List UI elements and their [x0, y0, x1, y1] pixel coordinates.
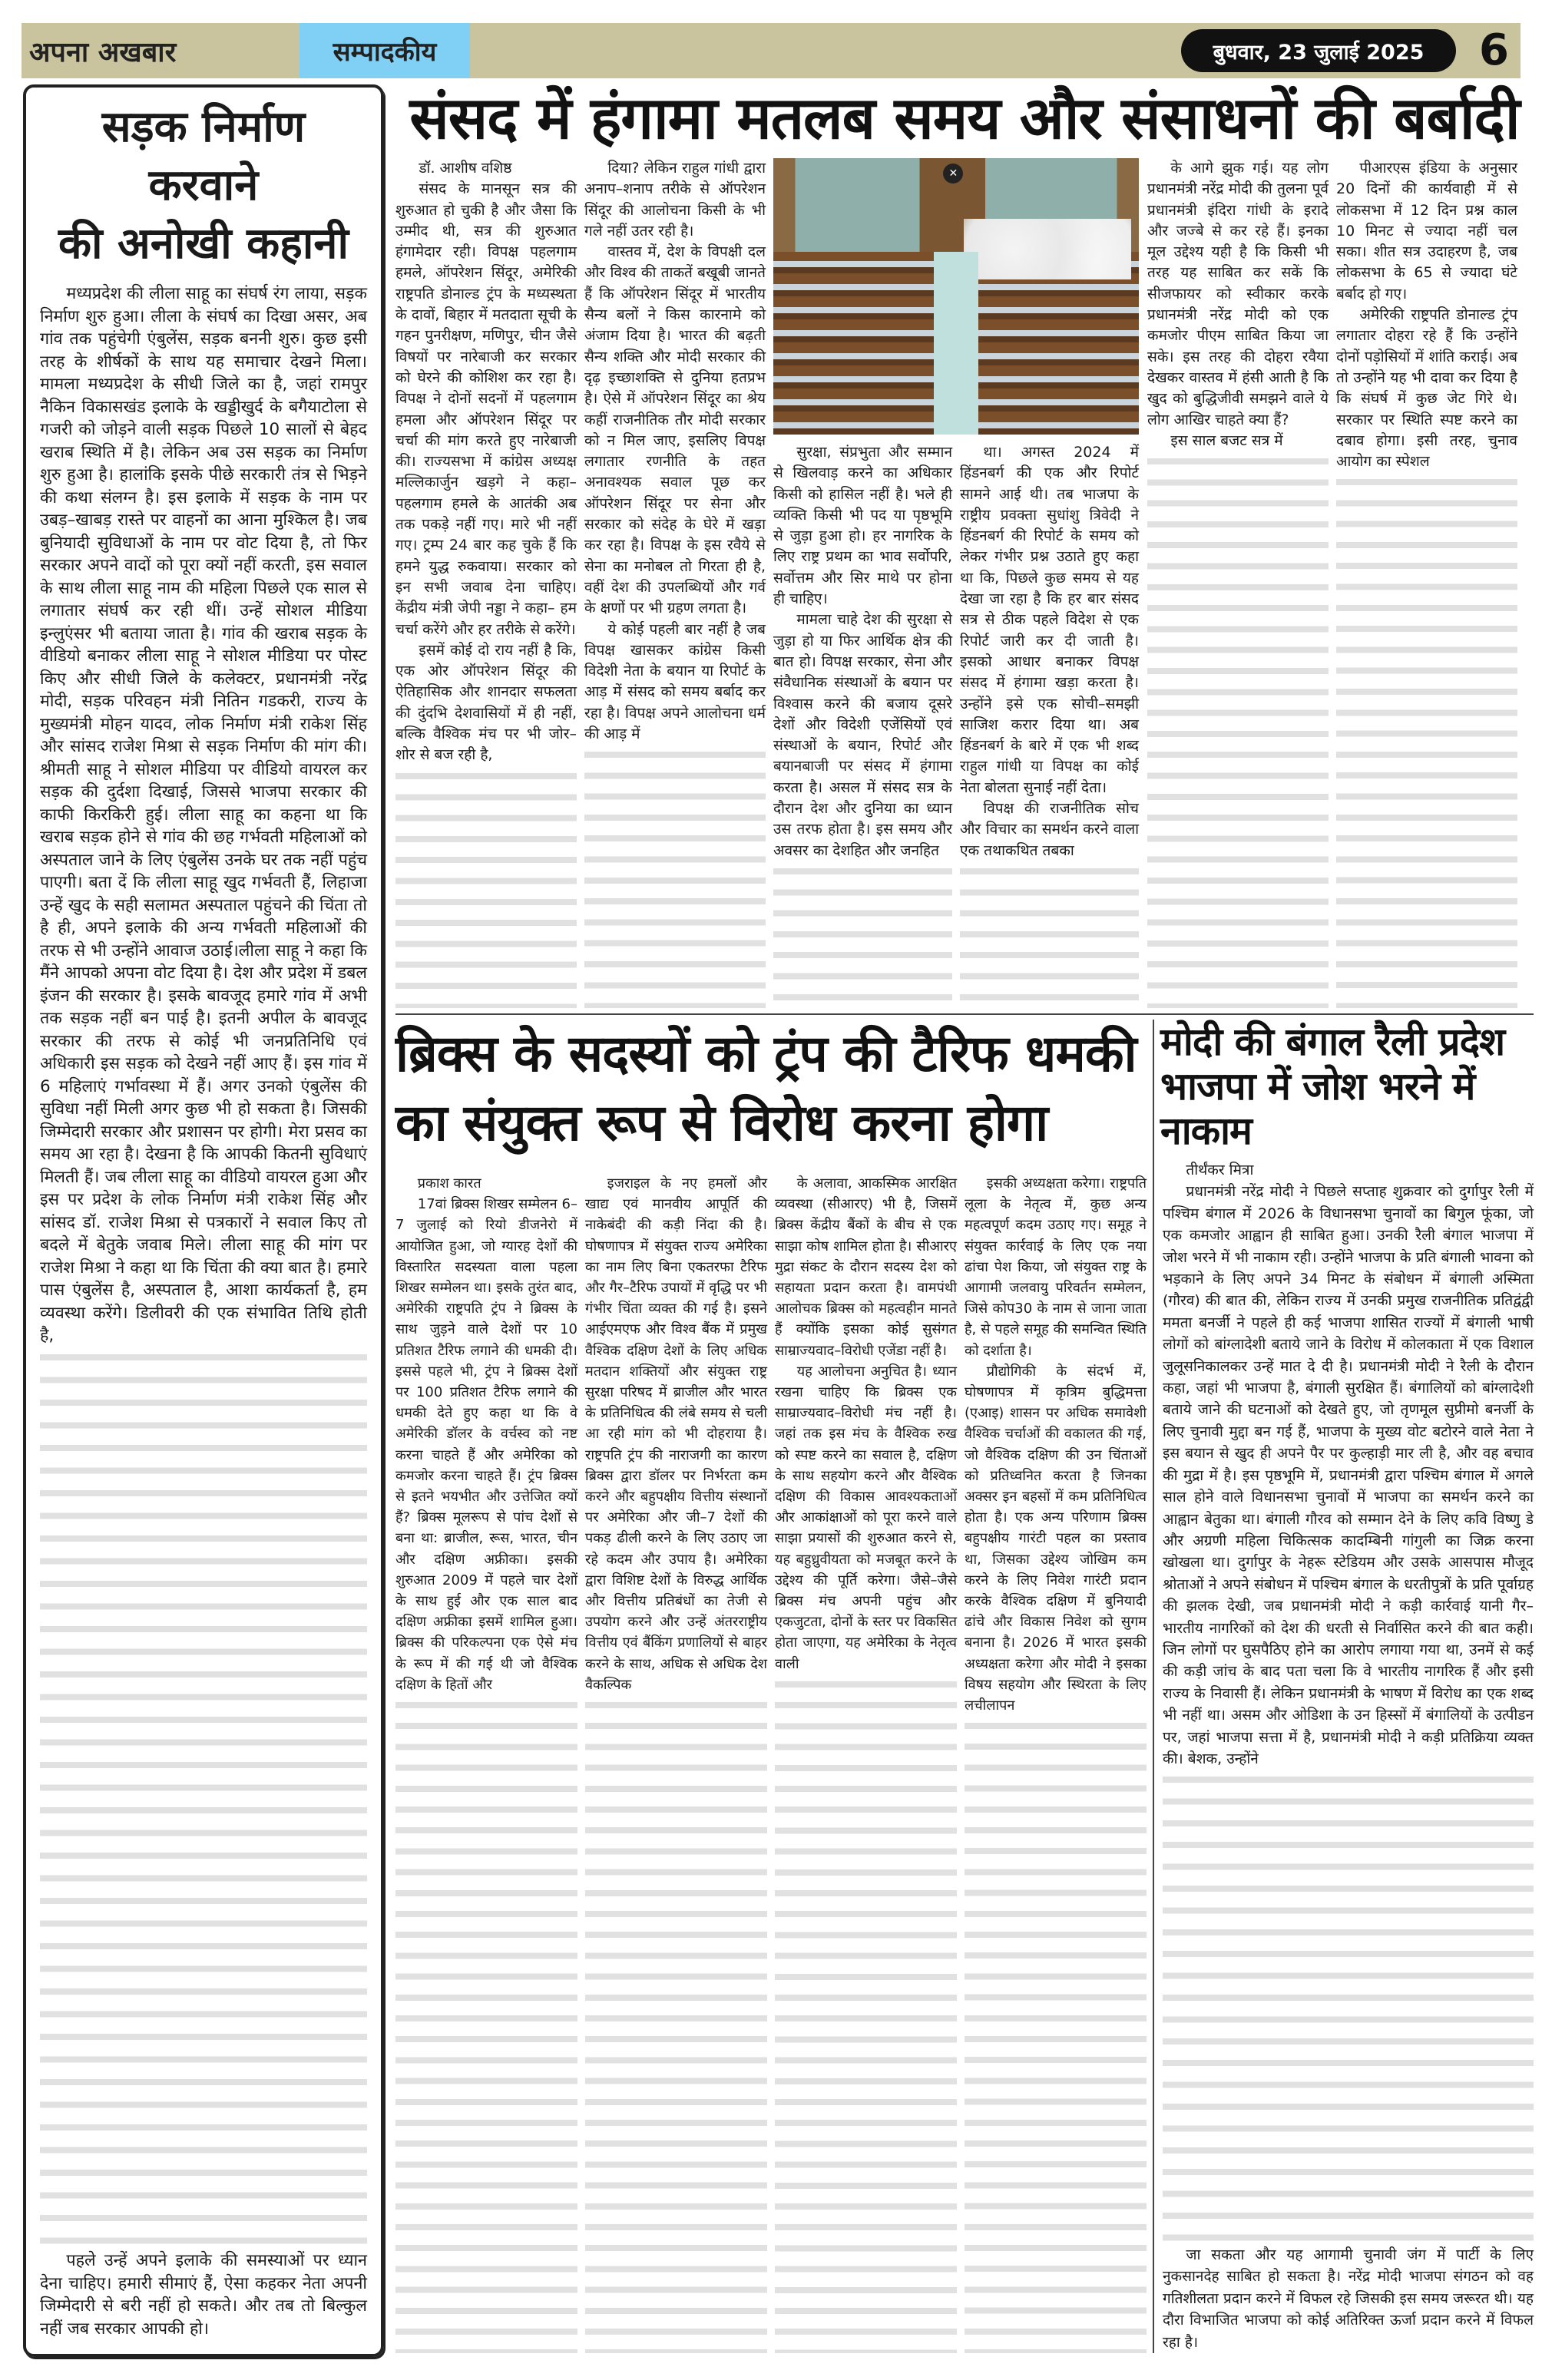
photo-protesting-members: [964, 219, 1132, 279]
continued-text-lines: [1147, 451, 1329, 1008]
newspaper-name: अपना अखबार: [29, 37, 177, 68]
article-paragraph: 17वां ब्रिक्स शिखर सम्मेलन 6–7 जुलाई को रियो डीजनेरो में आयोजित हुआ, जो ग्यारह देशों की विस्तारित सदस्यता वाला पहला शिखर सम्मेलन था। इसके तुरंत बाद, अमेरिकी राष्ट्रपति ट्रंप ने ब्रिक्स के साथ जुड़ने वाले देशों पर 10 प्रतिशत टैरिफ लगाने की धमकी दी। इससे पहले भी, ट्रंप ने ब्रिक्स देशों पर 100 प्रतिशत टैरिफ लगाने की धमकी देते हुए कहा था कि वे अमेरिकी डॉलर के वर्चस्व को नष्ट करना चाहते हैं और अमेरिका को कमजोर करना चाहते हैं। ट्रंप ब्रिक्स से इतने भयभीत और उत्तेजित क्यों हैं? ब्रिक्स मूलरूप से पांच देशों से बना था: ब्राजील, रूस, भारत, चीन और दक्षिण अफ्रीका। इसकी शुरुआत 2009 में पहले चार देशों के साथ हुई और एक साल बाद दक्षिण अफ्रीका इसमें शामिल हुआ। ब्रिक्स की परिकल्पना एक ऐसे मंच के रूप में की गई थी जो वैश्विक दक्षिण के हितों और: [395, 1196, 577, 1693]
byline: प्रकाश कारत: [417, 1175, 481, 1192]
lower-section: [395, 1020, 1534, 2353]
main-article-column: [1336, 158, 1517, 1008]
left-article-box: [23, 84, 384, 2357]
article-paragraph: इसमें कोई दो राय नहीं है कि, एक ओर ऑपरेशन सिंदूर की ऐतिहासिक और शानदार सफलता की दुंदभि देशवासियों में ही नहीं, बल्कि वैश्विक मंच पर भी जोर–शोर से बज रही है,: [395, 641, 577, 764]
main-article-column: [773, 442, 952, 1008]
article-paragraph: के आगे झुक गई। यह लोग प्रधानमंत्री नरेंद्र मोदी की तुलना पूर्व प्रधानमंत्री इंदिरा गांधी के इरादे और जज्बे से कर रहे हैं। इनका मूल उद्देश्य यही है कि किसी भी तरह यह साबित कर सकें कि सीजफायर को स्वीकार करके प्रधानमंत्री नरेंद्र मोदी को एक कमजोर पीएम साबित किया जा सके। इस तरह की दोहरा रवैया देखकर वास्तव में हंसी आती है कि खुद को बुद्धिजीवी समझने वाले ये लोग आखिर चाहते क्या हैं?: [1147, 160, 1329, 428]
article-paragraph: प्रधानमंत्री नरेंद्र मोदी ने पिछले सप्ताह शुक्रवार को दुर्गापुर रैली में पश्चिम बंगाल में 2026 के विधानसभा चुनावों का बिगुल फूंका, जो एक कमजोर आह्वान ही साबित हुआ। उनकी रैली बंगाल भाजपा में जोश भरने में भी नाकाम रही। उन्होंने भाजपा के प्रति बंगाली भावना को भड़काने के लिए अपने 34 मिनट के संबोधन में बंगाली अस्मिता (गौरव) की बात की, लेकिन राज्य में उनकी प्रमुख राजनीतिक प्रतिद्वंद्वी ममता बनर्जी ने पहले ही कई भाजपा शासित राज्यों में बंगाली भाषी लोगों को बांग्लादेशी बताये जाने के विरोध में कोलकाता में एक विशाल जुलूसनिकालकर उन्हें मात दे दी है। प्रधानमंत्री मोदी ने रैली के दौरान कहा, जहां भी भाजपा है, बंगाली सुरक्षित हैं। बंगालियों को बांग्लादेशी बताये जाने की घटनाओं को देखते हुए, जो तृणमूल सुप्रीमो बनर्जी के लिए चुनावी मुद्दा बन गई हैं, भाजपा के मुख्य वोट बटोरने वाले नेता ने इस बयान से खुद ही अपने पैर पर कुल्हाड़ी मार ली है, और वह बचाव की मुद्रा में है। इस पृष्ठभूमि में, प्रधानमंत्री द्वारा पश्चिम बंगाल में अगले साल होने वाले विधानसभा चुनावों में भाजपा का समर्थन करने का आह्वान बेतुका था। बंगाली गौरव को सम्मान देने के लिए कवि विष्णु डे और अग्रणी महिला चिकित्सक कादम्बिनी गांगुली का जिक्र करना खोखला था। दुर्गापुर के नेहरू स्टेडियम और उसके आसपास मौजूद श्रोताओं ने अपने संबोधन में पश्चिम बंगाल के धरतीपुत्रों के प्रति पूर्वाग्रह की झलक देखी, जब प्रधानमंत्री मोदी ने कड़ी कार्रवाई यानी गैर–भारतीय नागरिकों को देश की धरती से निर्वासित करने की बात कही। जिन लोगों पर घुसपैठिए होने का आरोप लगाया गया था, उनमें से कई की कड़ी जांच के बाद पता चला कि वे भारतीय नागरिक हैं और इसी राज्य के निवासी हैं। लेकिन प्रधानमंत्री के भाषण में विरोध का एक शब्द भी नहीं था। असम और ओडिशा के उन हिस्सों में बंगालियों के उत्पीडन पर, जहां भाजपा सत्ता में है, प्रधानमंत्री मोदी ने कड़ी प्रतिक्रिया व्यक्त की। बेशक, उन्होंने: [1163, 1183, 1534, 1767]
brics-headline: [395, 1020, 1147, 1158]
article-paragraph: प्रौद्योगिकी के संदर्भ में, घोषणापत्र में कृत्रिम बुद्धिमत्ता (एआइ) शासन पर अधिक समावेशी वैश्विक चर्चाओं की वकालत की गई, जो वैश्विक दक्षिण की उन चिंताओं को प्रतिध्वनित करता है जिनका अक्सर इन बहसों में कम प्रतिनिधित्व होता है। एक अन्य परिणाम ब्रिक्स बहुपक्षीय गारंटी पहल का प्रस्ताव था, जिसका उद्देश्य जोखिम कम करने के लिए निवेश गारंटी प्रदान करके वैश्विक दक्षिण में बुनियादी ढांचे और विकास निवेश को सुगम बनाना है। 2026 में भारत इसकी अध्यक्षता करेगा और मोदी ने इसका विषय सहयोग और स्थिरता के लिए लचीलापन: [965, 1363, 1147, 1714]
article-paragraph: दिया? लेकिन राहुल गांधी द्वारा अनाप–शनाप तरीके से ऑपरेशन सिंदूर की आलोचना किसी के भी गले नहीं उतर रही है।: [584, 160, 766, 240]
article-ending: [1163, 2244, 1534, 2353]
article-paragraph: इस साल बजट सत्र में: [1170, 431, 1283, 449]
continued-text-lines: [395, 1695, 577, 2353]
article-paragraph: मध्यप्रदेश की लीला साहू का संघर्ष रंग लाया, सड़क निर्माण शुरु हुआ। लीला के संघर्ष का दिखा असर, अब गांव तक पहुंचेगी एंबुलेंस, सड़क बननी शुरु। कुछ इसी तरह के शीर्षकों के साथ यह समाचार देखने मिला। मामला मध्यप्रदेश के सीधी जिले का है, जहां रामपुर नैकिन विकासखंड इलाके के खड्डीखुर्द के बगैयाटोला से गजरी को जोड़ने वाली सड़क पिछले 10 सालों से बेहद खराब स्थिति में है। लेकिन अब उस सड़क का निर्माण शुरु हुआ है। हालांकि इसके पीछे सरकारी तंत्र से भिड़ने की कथा संलग्न है। इस इलाके में सड़क के नाम पर उबड़–खाबड़ रास्ते पर वाहनों का आना मुश्किल है। जब बुनियादी सुविधाओं के नाम पर वोट दिया है, तो फिर सरकार अपने वादों को पूरा क्यों नहीं करती, इस सवाल के साथ लीला साहू नाम की महिला पिछले एक साल से लगातार संघर्ष कर रही थीं। उन्हें सोशल मीडिया इन्लुएंसर भी बताया जाता है। गांव की खराब सड़क के वीडियो बनाकर लीला साहू ने सोशल मीडिया पर पोस्ट किए और सीधी जिले के कलेक्टर, प्रधानमंत्री नरेंद्र मोदी, सड़क परिवहन मंत्री नितिन गडकरी, राज्य के मुख्यमंत्री मोहन यादव, लोक निर्माण मंत्री राकेश सिंह और सांसद राजेश मिश्रा से सड़क निर्माण की मांग की। श्रीमती साहू ने सोशल मीडिया पर वीडियो वायरल कर सड़क की दुर्दशा दिखाई, जिससे भाजपा सरकार की काफी किरकिरी हुई। लीला साहू का कहना था कि खराब सड़क होने से गांव की छह गर्भवती महिलाओं को अस्पताल जाने के लिए एंबुलेंस उनके घर तक नहीं पहुंच पाएगी। बता दें कि लीला साहू खुद गर्भवती हैं, लिहाजा उन्हें खुद के सही सलामत अस्पताल पहुंचने की चिंता तो है ही, अपने इलाके की अन्य गर्भवती महिलाओं की तरफ से भी उन्होंने आवाज उठाई।लीला साहू ने कहा कि मैंने आपको अपना वोट दिया है। देश और प्रदेश में डबल इंजन की सरकार है। इसके बावजूद हमारे गांव में अभी तक सड़क नहीं बन पाई है। इतनी अपील के बावजूद सरकार की तरफ से कोई भी जनप्रतिनिधि एवं अधिकारी इस सड़क को देखने नहीं आए हैं। इस गांव में 6 महिलाएं गर्भावस्था में हैं। अगर उनको एंबुलेंस की सुविधा नहीं मिली अगर कुछ भी हो सकता है। जिसकी जिम्मेदारी सरकार और प्रशासन पर होगी। मेरा प्रसव का समय आ रहा है। देखना है कि आपकी कितनी सुविधाएं मिलती हैं। जब लीला साहू का वीडियो वायरल हुआ और इस पर प्रदेश के लोक निर्माण मंत्री राकेश सिंह और सांसद डॉ. राजेश मिश्रा से पत्रकारों ने सवाल किए तो बदले में बेतुके जवाब मिले। लीला साहू की मांग पर राजेश मिश्रा ने कहा था कि चिंता की क्या बात है। हमारे पास एंबुलेंस है, अस्पताल है, आशा कार्यकर्ता है, हम व्यवस्था करेंगे। डिलीवरी की एक संभावित तिथि होती है,: [40, 284, 367, 1345]
article-paragraph: अमेरिकी राष्ट्रपति डोनाल्ड ट्रंप लगातार दोहरा रहे हैं कि उन्होंने दोनों पड़ोसियों में शांति कराई। अब तो उन्होंने यह भी दावा कर दिया है कि संघर्ष में कुछ जेट गिरे थे। सरकार पर स्थिति स्पष्ट करने का दबाव होगा। इसी तरह, चुनाव आयोग का स्पेशल: [1336, 306, 1517, 471]
main-article: [395, 83, 1534, 1008]
brics-headline-line-1: ब्रिक्स के सदस्यों को ट्रंप की टैरिफ धमकी: [395, 1024, 1137, 1083]
column-divider: [1153, 1020, 1154, 2353]
photo-watermark-x-icon: ✕: [943, 164, 963, 183]
article-paragraph: ये कोई पहली बार नहीं है जब विपक्ष खासकर कांग्रेस किसी विदेशी नेता के बयान या रिपोर्ट के आड़ में संसद को समय बर्बाद कर रहा है। विपक्ष अपने आलोचना धर्म की आड़ में: [584, 620, 766, 743]
article-paragraph: वास्तव में, देश के विपक्षी दल और विश्व की ताकतें बखूबी जानते हैं कि ऑपरेशन सिंदूर में भारतीय सैन्य बलों ने किस कारनामे को अंजाम दिया है। भारत की बढ़ती सैन्य शक्ति और मोदी सरकार की दृढ़ इच्छाशक्ति से दुनिया हतप्रभ है। ऐसे में ऑपरेशन सिंदूर का श्रेय कहीं राजनीतिक तौर मोदी सरकार को न मिल जाए, इसलिए विपक्ष लगातार रणनीति के तहत अनावश्यक सवाल पूछ कर ऑपरेशन सिंदूर पर सेना और सरकार को संदेह के घेरे में खड़ा कर रहा है। विपक्ष के इस रवैये से सेना का मनोबल तो गिरता ही है, वहीं देश की उपलब्धियों और गर्व के क्षणों पर भी ग्रहण लगता है।: [584, 243, 766, 617]
modi-article-body: [1160, 1159, 1534, 2353]
brics-article-column: [585, 1173, 767, 2353]
main-article-column: [395, 158, 577, 1008]
article-paragraph: इजराइल के नए हमलों और खाद्य एवं मानवीय आपूर्ति की नाकेबंदी की कड़ी निंदा की है। घोषणापत्र में संयुक्त राज्य अमेरिका का नाम लिए बिना एकतरफा टैरिफ और गैर–टैरिफ उपायों में वृद्धि पर भी गंभीर चिंता व्यक्त की गई है। इसने आईएमएफ और विश्व बैंक में प्रमुख वैश्विक दक्षिण देशों के लिए अधिक मतदान शक्तियों और संयुक्त राष्ट्र सुरक्षा परिषद में ब्राजील और भारत के प्रतिनिधित्व की लंबे समय से चली आ रही मांग को भी दोहराया है। राष्ट्रपति ट्रंप की नाराजगी का कारण ब्रिक्स द्वारा डॉलर पर निर्भरता कम करने और बहुपक्षीय वित्तीय संस्थानों पर अमेरिका और जी–7 देशों की पकड़ ढीली करने के लिए उठाए जा रहे कदम और उपाय है। अमेरिका द्वारा विशिष्ट देशों के विरुद्ध आर्थिक और वित्तीय प्रतिबंधों का तेजी से उपयोग करने और उन्हें अंतरराष्ट्रीय वित्तीय एवं बैंकिंग प्रणालियों से बाहर करने के साथ, अधिक से अधिक देश वैकल्पिक: [585, 1175, 767, 1693]
continued-text-lines: [40, 1347, 367, 2250]
issue-date: बुधवार, 23 जुलाई 2025: [1181, 29, 1456, 72]
brics-headline-line-2: का संयुक्त रूप से विरोध करना होगा: [395, 1093, 1048, 1152]
modi-headline: मोदी की बंगाल रैली प्रदेश भाजपा में जोश भरने में नाकाम: [1160, 1020, 1505, 1153]
article-paragraph: सुरक्षा, संप्रभुता और सम्मान से खिलवाड़ करने का अधिकार किसी को हासिल नहीं है। भले ही व्यक्ति किसी भी पद या पृष्ठभूमि से जुड़ा हुआ हो। हर नागरिक के लिए राष्ट्र प्रथम का भाव सर्वोपरि, सर्वोत्तम और सिर माथे पर होना ही चाहिए।: [773, 444, 952, 608]
left-title-line-2: की अनोखी कहानी: [58, 219, 349, 269]
left-title-line-1: सड़क निर्माण करवाने: [101, 102, 306, 210]
brics-article-column: [965, 1173, 1147, 2353]
photo-aisle: [934, 252, 978, 435]
main-article-column: [584, 158, 766, 1008]
parliament-photo: [773, 158, 1139, 435]
main-article-columns: [395, 158, 1534, 1008]
masthead-band: [22, 23, 1520, 78]
continued-text-lines: [960, 861, 1139, 1008]
section-divider: [395, 1013, 1534, 1015]
brics-article-column: [395, 1173, 577, 2353]
brics-article-columns: [395, 1173, 1147, 2353]
main-article-column: [1147, 158, 1329, 1008]
article-paragraph: पीआरएस इंडिया के अनुसार 20 दिनों की कार्यवाही में से लोकसभा में 12 दिन प्रश्न काल 10 मिनट से ज्यादा नहीं चल सका। शीत सत्र उदाहरण है, जब लोकसभा के 65 से ज्यादा घंटे बर्बाद हो गए।: [1336, 160, 1517, 302]
continued-text-lines: [585, 1695, 767, 2353]
main-article-column: [960, 442, 1139, 1008]
photo-group: [773, 158, 1140, 1008]
continued-text-lines: [775, 1674, 957, 2353]
article-paragraph: पहले उन्हें अपने इलाके की समस्याओं पर ध्यान देना चाहिए। हमारी सीमाएं हैं, ऐसा कहकर नेता अपनी जिम्मेदारी से बरी नहीं हो सकते। और तब तो बिल्कुल नहीं जब सरकार आपकी हो।: [40, 2251, 367, 2339]
section-tag: सम्पादकीय: [299, 23, 470, 78]
continued-text-lines: [584, 745, 766, 1008]
byline: डॉ. आशीष वशिष्ठ: [419, 160, 512, 177]
continued-text-lines: [1163, 1770, 1534, 2244]
continued-text-lines: [965, 1716, 1147, 2353]
byline: तीर्थंकर मित्रा: [1186, 1162, 1254, 1178]
article-paragraph: जा सकता और यह आगामी चुनावी जंग में पार्टी के लिए नुकसानदेह साबित हो सकता है। नरेंद्र मोदी भाजपा संगठन को वह गतिशीलता प्रदान करने में विफल रहे जिसकी इस समय जरूरत थी। यह दौरा विभाजित भाजपा को कोई अतिरिक्त ऊर्जा प्रदान करने में विफल रहा है।: [1163, 2246, 1534, 2351]
continued-text-lines: [395, 766, 577, 1008]
continued-text-lines: [1336, 472, 1517, 1008]
article-ending: [40, 2249, 367, 2340]
brics-article: [395, 1020, 1147, 2353]
article-paragraph: मामला चाहे देश की सुरक्षा से जुड़ा हो या फिर आर्थिक क्षेत्र की बात हो। विपक्ष सरकार, सेना और संवैधानिक संस्थाओं के बयान पर विश्वास करने की बजाय दूसरे देशों और विदेशी एजेंसियों एवं संस्थाओं के बयान, रिपोर्ट और बयानबाजी पर संसद में हंगामा करता है। असल में संसद सत्र के दौरान देश और दुनिया का ध्यान उस तरफ होता है। इस समय और अवसर का देशहित और जनहित: [773, 611, 952, 859]
main-headline: संसद में हंगामा मतलब समय और संसाधनों की बर्बादी: [409, 84, 1520, 152]
page-number: 6: [1479, 25, 1509, 75]
brics-article-column: [775, 1173, 957, 2353]
article-paragraph: यह आलोचना अनुचित है। ध्यान रखना चाहिए कि ब्रिक्स एक साम्राज्यवाद–विरोधी मंच नहीं है। जहां तक इस मंच के वैश्विक रुख को स्पष्ट करने का सवाल है, दक्षिण के साथ सहयोग करने और वैश्विक दक्षिण की विकास आवश्यकताओं और आकांक्षाओं को पूरा करने वाले साझा प्रयासों की शुरुआत करने से, यह बहुध्रुवीयता को मजबूत करने के उद्देश्य की पूर्ति करेगा। जैसे–जैसे ब्रिक्स मंच अपनी पहुंच और एकजुटता, दोनों के स्तर पर विकसित होता जाएगा, यह अमेरिका के नेतृत्व वाली: [775, 1363, 957, 1672]
article-paragraph: के अलावा, आकस्मिक आरक्षित व्यवस्था (सीआरए) भी है, जिसमें ब्रिक्स केंद्रीय बैंकों के बीच से एक साझा कोष शामिल होता है। सीआरए मुद्रा संकट के दौरान सदस्य देश को सहायता प्रदान करता है। वामपंथी आलोचक ब्रिक्स को महत्वहीन मानते हैं क्योंकि इसका कोई सुसंगत साम्राज्यवाद–विरोधी एजेंडा नहीं है।: [775, 1175, 957, 1359]
continued-text-lines: [773, 861, 952, 1008]
article-paragraph: विपक्ष की राजनीतिक सोच और विचार का समर्थन करने वाला एक तथाकथित तबका: [960, 800, 1139, 859]
article-paragraph: संसद के मानसून सत्र की शुरुआत हो चुकी है और जैसा कि उम्मीद थी, सत्र की शुरुआत हंगामेदार रही। विपक्ष पहलगाम हमले, ऑपरेशन सिंदूर, अमेरिकी राष्ट्रपति डोनाल्ड ट्रंप के मध्यस्थता के दावों, बिहार में मतदाता सूची के गहन पुनरीक्षण, मणिपुर, चीन जैसे विषयों पर नारेबाजी कर सरकार को घेरने की कोशिश कर रहा है। विपक्ष ने दोनों सदनों में पहलगाम हमला और ऑपरेशन सिंदूर पर चर्चा की मांग करते हुए नारेबाजी की। राज्यसभा में कांग्रेस अध्यक्ष मल्लिकार्जुन खड़गे ने कहा– पहलगाम हमले के आतंकी अब तक पकड़े नहीं गए। मारे भी नहीं गए। ट्रम्प 24 बार कह चुके हैं कि हमने युद्ध रुकवाया। सरकार को इन सभी जवाब देना चाहिए। केंद्रीय मंत्री जेपी नड्डा ने कहा– हम चर्चा करेंगे और हर तरीके से करेंगे।: [395, 180, 577, 638]
article-paragraph: इसकी अध्यक्षता करेगा। राष्ट्रपति लूला के नेतृत्व में, कुछ अन्य महत्वपूर्ण कदम उठाए गए। समूह ने संयुक्त कार्रवाई के लिए एक नया ढांचा पेश किया, जो संयुक्त राष्ट्र के आगामी जलवायु परिवर्तन सम्मेलन, जिसे कोप30 के नाम से जाना जाता है, से पहले समूह की समन्वित स्थिति को दर्शाता है।: [965, 1175, 1147, 1359]
left-article-body: [40, 283, 367, 2340]
under-photo-columns: [773, 442, 1140, 1008]
article-paragraph: था। अगस्त 2024 में हिंडनबर्ग की एक और रिपोर्ट सामने आई थी। तब भाजपा के राष्ट्रीय प्रवक्ता सुधांशु त्रिवेदी ने हिंडनबर्ग की रिपोर्ट के समय को लेकर गंभीर प्रश्न उठाते हुए कहा था कि, पिछले कुछ समय से यह देखा जा रहा है कि हर बार संसद सत्र से ठीक पहले विदेश से एक रिपोर्ट जारी कर दी जाती है। इसको आधार बनाकर विपक्ष संसद में हंगामा खड़ा करता है। उन्होंने इसे एक सोची–समझी साजिश करार दिया था। अब हिंडनबर्ग के बारे में एक भी शब्द राहुल गांधी या विपक्ष का कोई नेता बोलता सुनाई नहीं देता।: [960, 444, 1139, 796]
modi-article: [1160, 1020, 1534, 2353]
left-article-title: [40, 98, 367, 273]
